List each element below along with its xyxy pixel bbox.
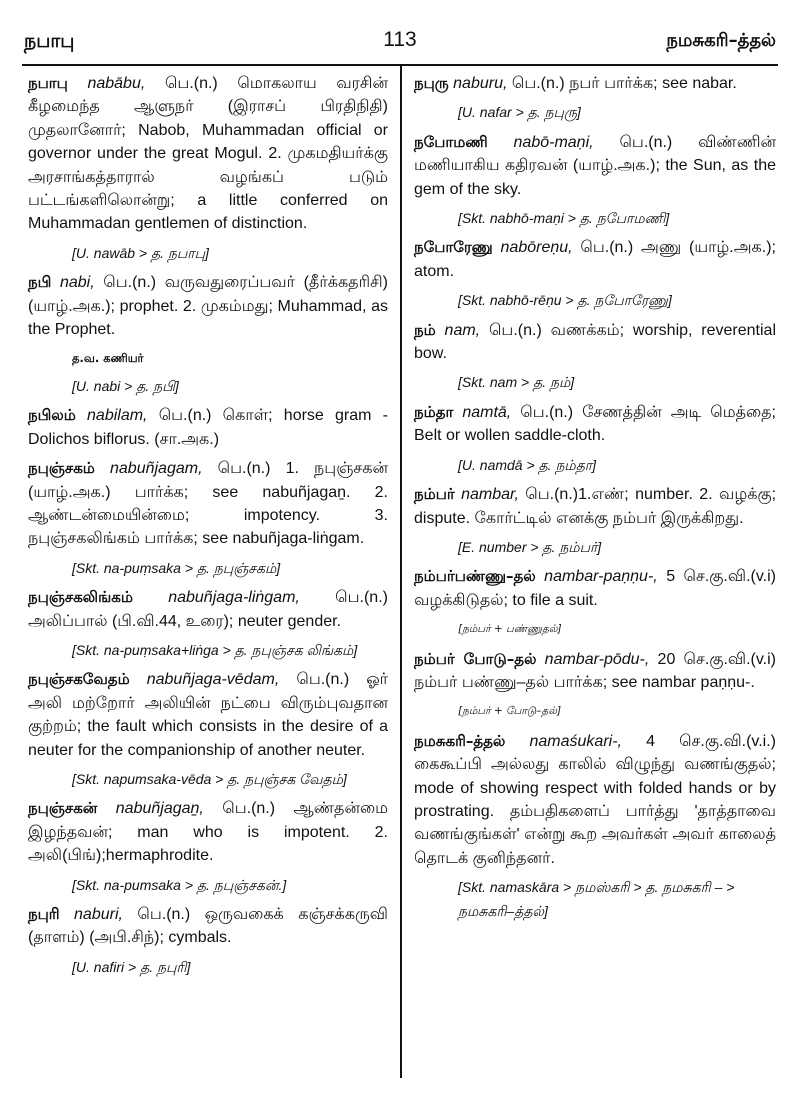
entry-headword: நம்பர்பண்ணு–தல் [414,567,536,586]
entry-headword: நபோரேணு [414,238,493,257]
dictionary-entry [28,404,388,451]
entry-definition: பெ.(n.) ஒருவகைக் கஞ்சக்கருவி (தாளம்) (அபி.சிந்); cymbals. [28,906,388,947]
entry-headword: நபுஞ்சகலிங்கம் [28,588,133,607]
entry-etymology: [Skt. nabhō-rēṇu > த. நபோரேணு] [458,292,672,309]
entry-definition: பெ.(n.) சேணத்தின் அடி மெத்தை; Belt or wollen saddle-cloth. [414,403,776,445]
dictionary-entry [28,797,388,867]
entry-transliteration: nabilam, [87,407,148,425]
entry-etymology: [U. namdā > த. நம்தா] [458,456,597,473]
entry-definition: பெ.(n.) கொள்; horse gram - Dolichos biflorus. (சா.அக.) [28,407,388,448]
entry-compound-note: [நம்பர் + பண்ணுதல்] [458,623,562,636]
entry-definition: பெ.(n.) அலிப்பால் (பி.வி.44, உரை); neuter gender. [28,589,388,630]
dictionary-entry [414,565,776,612]
entry-etymology: [U. nawāb > த. நபாபு] [72,244,209,261]
entry-definition: பெ.(n.) அணு (யாழ்.அக.); atom. [414,239,776,280]
entry-transliteration: nam, [444,321,481,339]
entry-definition: பெ.(n.) ஆண்தன்மை இழந்தவன்; man who is impotent. 2. அலி(பிங்);hermaphrodite. [28,800,389,865]
dictionary-entry [414,730,776,870]
entry-definition: 4 செ.கு.வி.(v.i.) கைகூப்பி அல்லது காலில் விழுந்து வணங்குதல்; mode of showing respect with folded hands or by prostrating. தம்பதிகளைப் பார்த்து 'தாத்தாவை வணங்குங்கள்' என்று கூற அவர்கள் அவர் காலைத் தொடக் குனிந்தனர். [414,732,777,867]
entry-etymology: [Skt. nam > த. நம்] [458,374,575,391]
dictionary-entry [28,903,388,950]
entry-tamil-equivalent: த.வ. கணியர் [72,351,144,366]
entry-transliteration: nabābu, [87,75,146,92]
dictionary-entry [414,319,776,366]
entry-headword: நமசுகரி–த்தல் [414,731,506,750]
entry-definition: 5 செ.கு.வி.(v.i) வழக்கிடுதல்; to file a suit. [414,568,776,609]
entry-transliteration: nabuñjagaṉ, [115,800,204,818]
entry-headword: நபி [28,273,52,292]
entry-etymology: [Skt. namaskāra > நமஸ்கரி > த. நமசுகரி – > நமசுகரி–த்தல்] [458,879,735,919]
entry-headword: நம்பர் [414,485,455,504]
dictionary-entry [414,72,776,95]
entry-definition: 20 செ.கு.வி.(v.i) நம்பர் பண்ணு–தல் பார்க்க; see nambar paṇṇu-. [414,650,776,691]
left-column [28,72,388,985]
entry-headword: நம் [414,320,436,339]
entry-headword: நபுரி [28,905,60,923]
entry-transliteration: naburu, [453,75,508,92]
right-guide-word: நமசுகரி–த்தல் [666,30,776,51]
entry-transliteration: naburi, [74,906,123,923]
entry-headword: நபோமணி [414,132,488,151]
entry-etymology: [U. nafiri > த. நபுரி] [72,958,191,975]
entry-transliteration: nabi, [59,274,95,292]
dictionary-entry [28,72,388,236]
entry-headword: நபுரு [414,74,449,92]
entry-etymology: [E. number > த. நம்பர்] [458,538,602,555]
entry-transliteration: nabō-maṇi, [513,133,594,151]
entry-etymology: [Skt. nabhō-maṇi > த. நபோமணி] [458,210,670,227]
entry-headword: நபிலம் [28,406,76,425]
entry-headword: நபுஞ்சகன் [28,799,98,818]
entry-etymology: [Skt. na-puṃsaka+liṅga > த. நபுஞ்சக லிங்கம்] [72,641,358,658]
entry-headword: நபுஞ்சகவேதம் [28,670,130,689]
entry-definition: பெ.(n.)1.எண்; number. 2. வழக்கு; dispute. கோர்ட்டில் எனக்கு நம்பர் இருக்கிறது. [414,486,777,527]
dictionary-entry [28,586,388,633]
entry-transliteration: nambar-paṇṇu-, [544,568,658,586]
dictionary-entry [414,401,776,448]
entry-definition: பெ.(n.) வருவதுரைப்பவர் (தீர்க்கதரிசி) (யாழ்.அக.); prophet. 2. முகம்மது; Muhammad, as the Prophet. [28,274,388,339]
entry-definition: பெ.(n.) ஓர் அலி மற்றோர் அலியின் நட்பை விரும்புவதான குற்றம்; the fault which consists in the desire of a neuter for the companionship of another neuter. [28,671,389,759]
dictionary-entry [28,271,388,341]
entry-definition: பெ.(n.) வணக்கம்; worship, reverential bow. [414,321,777,363]
entry-transliteration: nabuñjagam, [110,460,203,478]
dictionary-entry [28,457,388,551]
entry-transliteration: nambar-pōdu-, [544,650,650,668]
entry-headword: நம்பர் போடு–தல் [414,649,537,668]
left-guide-word: நபாபு [24,30,75,52]
dictionary-entry [414,236,776,283]
entry-etymology: [Skt. na-pumsaka > த. நபுஞ்சகன்.] [72,876,287,893]
entry-etymology: [Skt. napumsaka-vēda > த. நபுஞ்சக வேதம்] [72,770,347,787]
dictionary-entry [414,131,776,201]
entry-transliteration: nambar, [461,486,519,504]
entry-headword: நபுஞ்சகம் [28,459,95,478]
entry-etymology: [U. nafar > த. நபுரு] [458,104,581,121]
entry-headword: நபாபு [28,74,68,92]
entry-transliteration: namtā, [462,403,512,421]
page-header [24,26,776,58]
dictionary-entry [414,648,776,695]
entry-etymology: [Skt. na-puṃsaka > த. நபுஞ்சகம்] [72,559,281,576]
entry-transliteration: nabuñjaga-vēdam, [146,671,280,689]
entry-headword: நம்தா [414,402,454,421]
right-column [414,72,776,929]
entry-transliteration: nabuñjaga-liṅgam, [168,589,300,607]
entry-transliteration: namaśukari-, [529,732,622,750]
entry-compound-note: [நம்பர் + போடு–தல்] [458,705,562,718]
dictionary-entry [28,668,388,762]
page-number: 113 [383,28,417,51]
dictionary-entry [414,483,776,530]
entry-definition: பெ.(n.) நபர் பார்க்க; see nabar. [511,75,737,92]
entry-definition: பெ.(n.) மொகலாய வரசின் கீழமைந்த ஆளுநர் (இராசப் பிரதிநிதி) முதலானோர்; Nabob, Muhammadan official or governor under the great Mogul. 2. முகமதியர்க்கு அரசாங்கத்தாரால் வழங்கப் படும் பட்டங்களிலொன்று; a little conferred on Muhammadan gentlemen of distinction. [28,75,388,233]
entry-transliteration: nabōreṇu, [500,239,573,257]
entry-definition: பெ.(n.) விண்ணின் மணியாகிய கதிரவன் (யாழ்.அக.); the Sun, as the gem of the sky. [414,133,776,198]
entry-definition: பெ.(n.) 1. நபுஞ்சகன் (யாழ்.அக.) பார்க்க; see nabuñjagaṉ. 2. ஆண்டன்மையின்மை; impotency. 3. நபுஞ்சகலிங்கம் பார்க்க; see nabuñjaga-liṅgam. [28,460,388,548]
column-divider [400,66,402,1078]
entry-etymology: [U. nabi > த. நபி] [72,377,179,394]
